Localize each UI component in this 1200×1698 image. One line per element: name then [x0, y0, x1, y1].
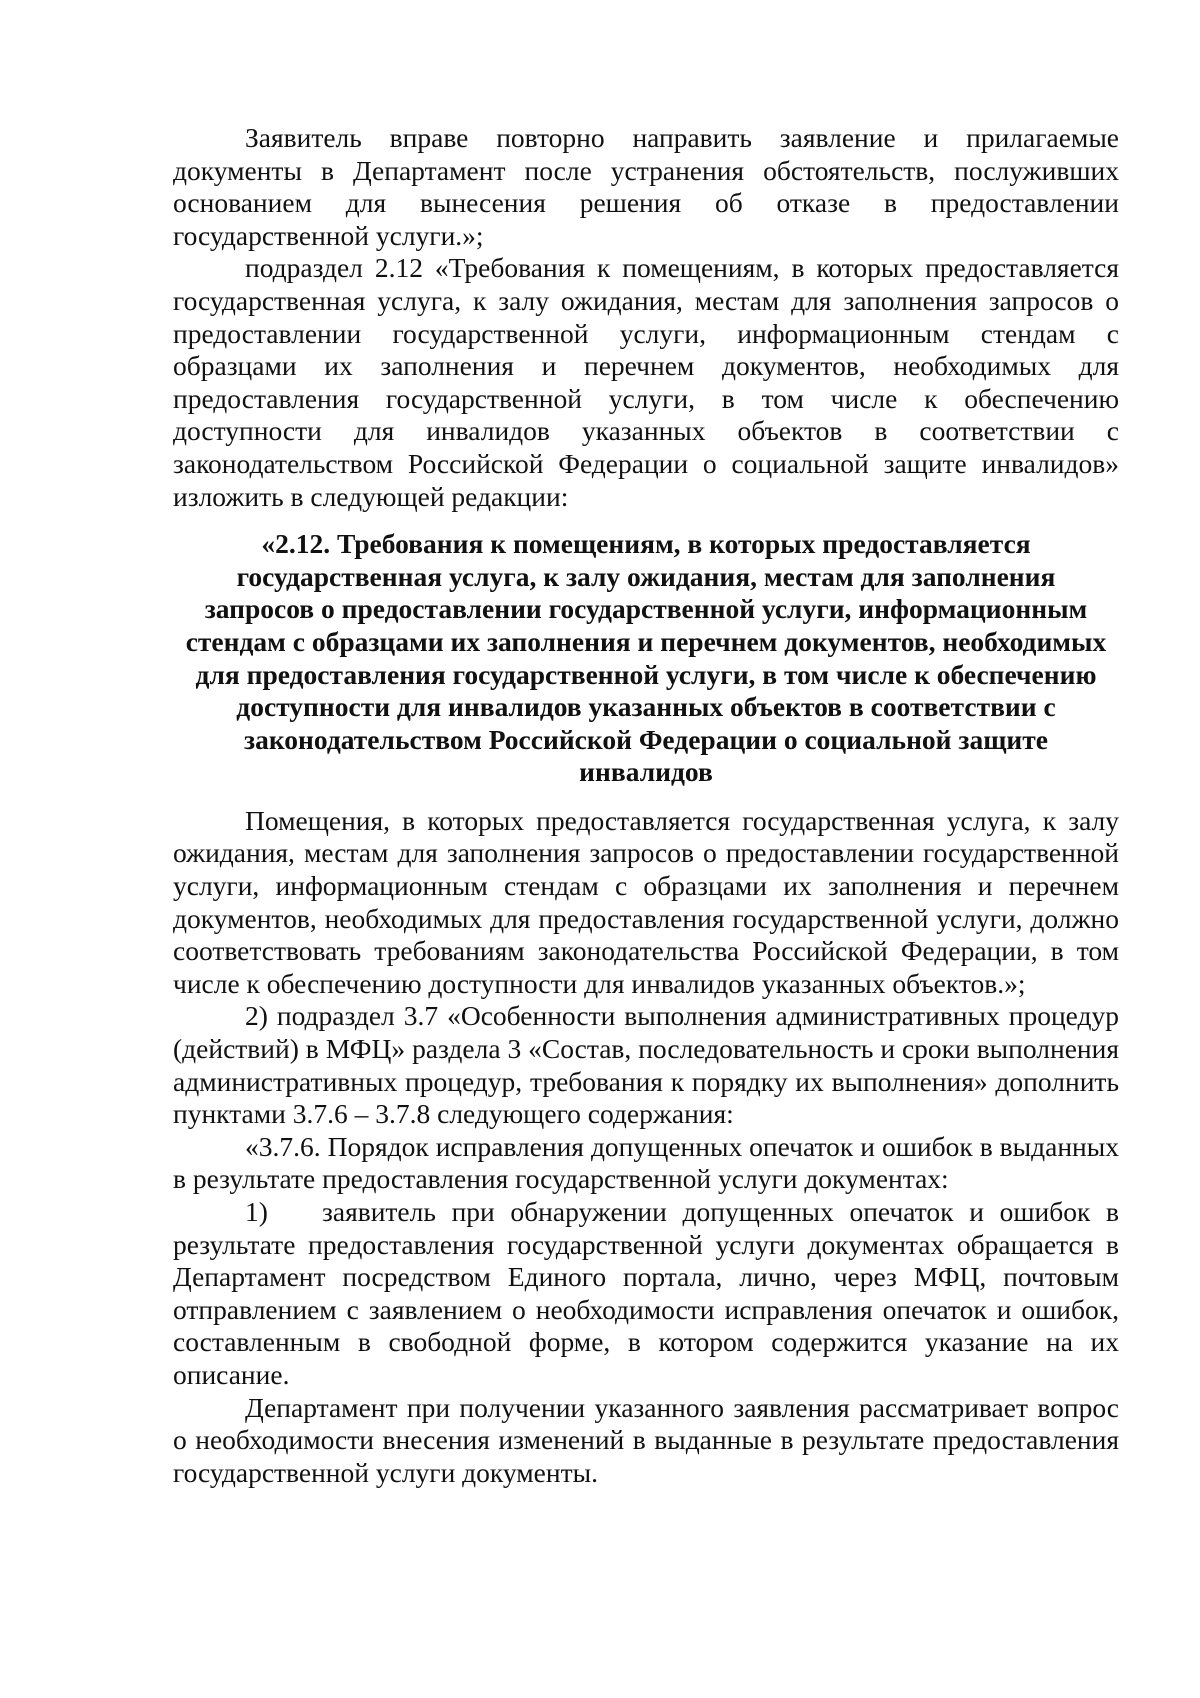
list-item-text: заявитель при обнаружении допущенных опечаток и ошибок в результате предоставления государственной услуги документах обращается в Департамент посредством Единого портала, лично, через МФЦ, почтовым отправлением с заявлением о необходимости исправления опечаток и ошибок, составленным в свободной форме, в котором содержится указание на их описание.	[173, 1196, 1119, 1390]
list-item-1	[173, 1196, 1119, 1392]
paragraph-subsection-3-7: 2) подраздел 3.7 «Особенности выполнения административных процедур (действий) в МФЦ» раздела 3 «Состав, последовательность и сроки выполнения административных процедур, требования к порядку их выполнения» дополнить пунктами 3.7.6 – 3.7.8 следующего содержания:	[173, 1000, 1119, 1130]
section-heading-2-12: «2.12. Требования к помещениям, в которых предоставляется государственная услуга, к залу ожидания, местам для заполнения запросов о предоставлении государственной услуги, информационным стендам с образцами их заполнения и перечнем документов, необходимых для предоставления государственной услуги, в том числе к обеспечению доступности для инвалидов указанных объектов в соответствии с законодательством Российской Федерации о социальной защите инвалидов	[185, 528, 1107, 788]
paragraph-subsection-2-12: подраздел 2.12 «Требования к помещениям, в которых предоставляется государственная услуга, к залу ожидания, местам для заполнения запросов о предоставлении государственной услуги, информационным стендам с образцами их заполнения и перечнем документов, необходимых для предоставления государственной услуги, в том числе к обеспечению доступности для инвалидов указанных объектов в соответствии с законодательством Российской Федерации о социальной защите инвалидов» изложить в следующей редакции:	[173, 252, 1119, 512]
list-item-number: 1)	[245, 1196, 268, 1227]
paragraph-3-7-6: «3.7.6. Порядок исправления допущенных опечаток и ошибок в выданных в результате предоставления государственной услуги документах:	[173, 1130, 1119, 1195]
paragraph-department-review: Департамент при получении указанного заявления рассматривает вопрос о необходимости внесения изменений в выданные в результате предоставления государственной услуги документы.	[173, 1391, 1119, 1488]
paragraph-reapply: Заявитель вправе повторно направить заявление и прилагаемые документы в Департамент после устранения обстоятельств, послуживших основанием для вынесения решения об отказе в предоставлении государственной услуги.»;	[173, 122, 1119, 251]
paragraph-premises: Помещения, в которых предоставляется государственная услуга, к залу ожидания, местам для заполнения запросов о предоставлении государственной услуги, информационным стендам с образцами их заполнения и перечнем документов, необходимых для предоставления государственной услуги, должно соответствовать требованиям законодательства Российской Федерации, в том числе к обеспечению доступности для инвалидов указанных объектов.»;	[173, 804, 1119, 999]
document-body	[173, 122, 1119, 1489]
